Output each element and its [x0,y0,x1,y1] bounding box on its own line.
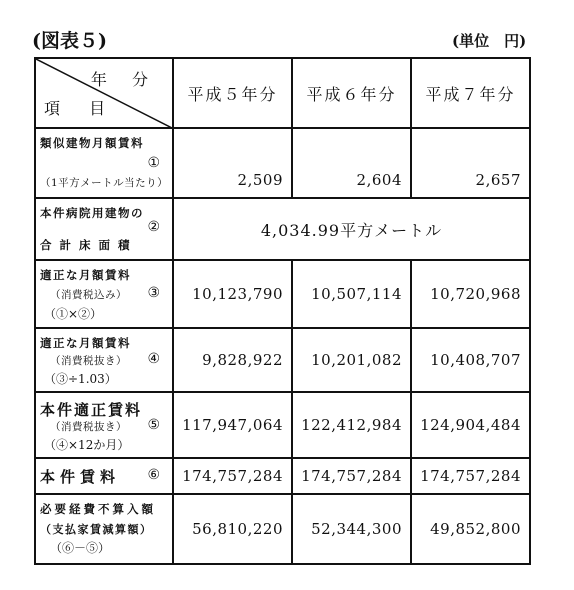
unit-label: (単位 円) [452,32,527,50]
cell-value: 52,344,300 [292,494,411,564]
corner-cell [35,58,173,128]
year-header-h6: 平成６年分 [292,58,411,128]
cell-value: 124,904,484 [411,392,530,458]
cell-value: 10,408,707 [411,328,530,392]
table-row [35,458,530,494]
year-header-h5: 平成５年分 [173,58,292,128]
rent-table [34,57,531,565]
table-caption: (図表５) [32,30,107,52]
cell-value: 2,657 [411,128,530,198]
cell-value: 122,412,984 [292,392,411,458]
table-row [35,260,530,328]
cell-value: 2,509 [173,128,292,198]
cell-value: 117,947,064 [173,392,292,458]
floor-area-value: 4,034.99平方メートル [173,198,530,260]
cell-value: 10,507,114 [292,260,411,328]
table-row [35,128,530,198]
year-header-h7: 平成７年分 [411,58,530,128]
cell-value: 10,720,968 [411,260,530,328]
header-row [35,58,530,128]
circled-number: ② [147,219,160,235]
cell-value: 174,757,284 [411,458,530,494]
cell-value: 49,852,800 [411,494,530,564]
cell-value: 10,201,082 [292,328,411,392]
cell-value: 56,810,220 [173,494,292,564]
row-label-fair-monthly-incl-tax: 適正な月額賃料 （消費税込み） ③ （①×②） [35,260,173,328]
circled-number: ⑤ [147,417,160,433]
row-label-similar-rent: 類似建物月額賃料 ① （1平方メートル当たり） [35,128,173,198]
cell-value: 10,123,790 [173,260,292,328]
row-label-fair-monthly-excl-tax: 適正な月額賃料 （消費税抜き） ④ （③÷1.03） [35,328,173,392]
cell-value: 2,604 [292,128,411,198]
cell-value: 174,757,284 [292,458,411,494]
table-row [35,392,530,458]
row-label-actual-rent: 本件賃料 ⑥ [35,458,173,494]
table-row [35,328,530,392]
row-label-floor-area: 本件病院用建物の ② 合 計 床 面 積 [35,198,173,260]
circled-number: ① [147,155,160,171]
circled-number: ⑥ [147,467,160,483]
cell-value: 174,757,284 [173,458,292,494]
row-label-nondeductible: 必要経費不算入額 （支払家賃減算額） （⑥－⑤） [35,494,173,564]
table-row [35,494,530,564]
circled-number: ③ [147,285,160,301]
row-label-fair-annual-rent: 本件適正賃料 （消費税抜き） ⑤ （④×12か月） [35,392,173,458]
table-row [35,198,530,260]
cell-value: 9,828,922 [173,328,292,392]
corner-item-label: 項 目 [44,99,118,118]
circled-number: ④ [147,351,160,367]
corner-year-label: 年 分 [90,70,158,89]
